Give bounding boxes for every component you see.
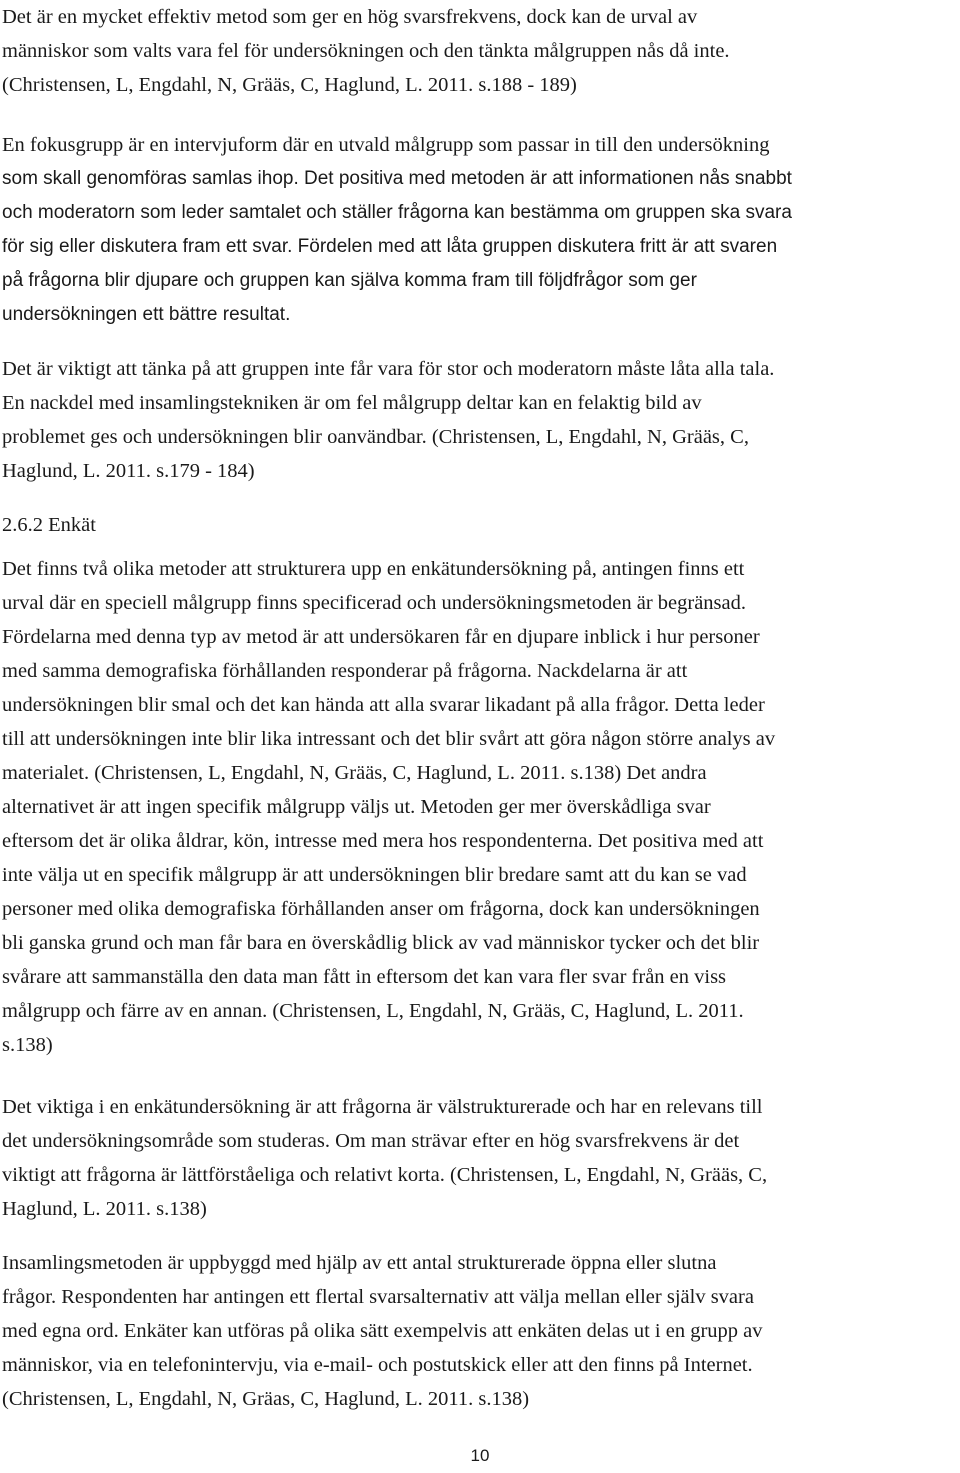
text-line: människor som valts vara fel för undersökningen och den tänkta målgruppen nås då inte. [2,40,730,62]
text-line: och moderatorn som leder samtalet och ställer frågorna kan bestämma om gruppen ska svara [2,202,792,223]
text-line: svårare att sammanställa den data man fått in eftersom det kan vara fler svar från en viss [2,966,727,988]
text-line: eftersom det är olika åldrar, kön, intresse med mera hos respondenterna. Det positiva med att [2,830,764,852]
text-line: viktigt att frågorna är lättförståeliga och relativt korta. (Christensen, L, Engdahl, N, Grääs, C, [2,1164,768,1186]
text-line: Det viktiga i en enkätundersökning är att frågorna är välstrukturerade och har en relevans till [2,1096,763,1118]
text-line: s.138) [2,1034,53,1056]
text-line: personer med olika demografiska förhållanden anser om frågorna, dock kan undersökningen [2,898,760,920]
text-line: undersökningen ett bättre resultat. [2,304,291,325]
paragraph-3 [2,352,952,488]
text-line: på frågorna blir djupare och gruppen kan själva komma fram till följdfrågor som ger [2,270,697,291]
text-line: materialet. (Christensen, L, Engdahl, N, Grääs, C, Haglund, L. 2011. s.138) Det andra [2,762,707,784]
text-line: Insamlingsmetoden är uppbyggd med hjälp av ett antal strukturerade öppna eller slutna [2,1252,717,1274]
text-line: Det är en mycket effektiv metod som ger en hög svarsfrekvens, dock kan de urval av [2,6,698,28]
text-line: En nackdel med insamlingstekniken är om fel målgrupp deltar kan en felaktig bild av [2,392,702,414]
text-line: med samma demografiska förhållanden responderar på frågorna. Nackdelarna är att [2,660,688,682]
paragraph-5 [2,1090,952,1226]
paragraph-6 [2,1246,952,1416]
paragraph-2 [2,128,952,332]
section-heading [2,508,952,542]
text-line: Det finns två olika metoder att strukturera upp en enkätundersökning på, antingen finns ett [2,558,745,580]
text-line: En fokusgrupp är en intervjuform där en utvald målgrupp som passar in till den undersökning [2,134,770,156]
text-line: människor, via en telefonintervju, via e-mail- och postutskick eller att den finns på Internet. [2,1354,753,1376]
text-line: det undersökningsområde som studeras. Om man strävar efter en hög svarsfrekvens är det [2,1130,740,1152]
text-line: till att undersökningen inte blir lika intressant och det blir svårt att göra någon större analys av [2,728,776,750]
text-line: (Christensen, L, Engdahl, N, Gräas, C, Haglund, L. 2011. s.138) [2,1388,530,1410]
text-line: för sig eller diskutera fram ett svar. Fördelen med att låta gruppen diskutera fritt är att svaren [2,236,778,257]
paragraph-4 [2,552,952,1062]
text-line: inte välja ut en specifik målgrupp är att undersökningen blir bredare samt att du kan se vad [2,864,747,886]
text-line: som skall genomföras samlas ihop. Det positiva med metoden är att informationen nås snabbt [2,168,792,189]
section-heading-text: 2.6.2 Enkät [2,514,96,536]
text-line: bli ganska grund och man får bara en överskådlig blick av vad människor tycker och det blir [2,932,760,954]
text-line: urval där en speciell målgrupp finns specificerad och undersökningsmetoden är begränsad. [2,592,747,614]
text-line: alternativet är att ingen specifik målgrupp väljs ut. Metoden ger mer överskådliga svar [2,796,711,818]
text-line: Haglund, L. 2011. s.179 - 184) [2,460,255,482]
text-line: frågor. Respondenten har antingen ett flertal svarsalternativ att välja mellan eller själv svara [2,1286,754,1308]
text-line: Haglund, L. 2011. s.138) [2,1198,207,1220]
text-line: Det är viktigt att tänka på att gruppen inte får vara för stor och moderatorn måste låta alla tala. [2,358,775,380]
paragraph-1 [2,0,952,102]
text-line: undersökningen blir smal och det kan hända att alla svarar likadant på alla frågor. Detta leder [2,694,765,716]
text-line: målgrupp och färre av en annan. (Christensen, L, Engdahl, N, Grääs, C, Haglund, L. 2011. [2,1000,744,1022]
page-number: 10 [470,1446,490,1465]
text-line: problemet ges och undersökningen blir oanvändbar. (Christensen, L, Engdahl, N, Grääs, C, [2,426,749,448]
text-line: Fördelarna med denna typ av metod är att undersökaren får en djupare inblick i hur personer [2,626,760,648]
text-line [2,162,952,196]
text-line: med egna ord. Enkäter kan utföras på olika sätt exempelvis att enkäten delas ut i en grupp av [2,1320,763,1342]
text-line: (Christensen, L, Engdahl, N, Grääs, C, Haglund, L. 2011. s.188 - 189) [2,74,577,96]
